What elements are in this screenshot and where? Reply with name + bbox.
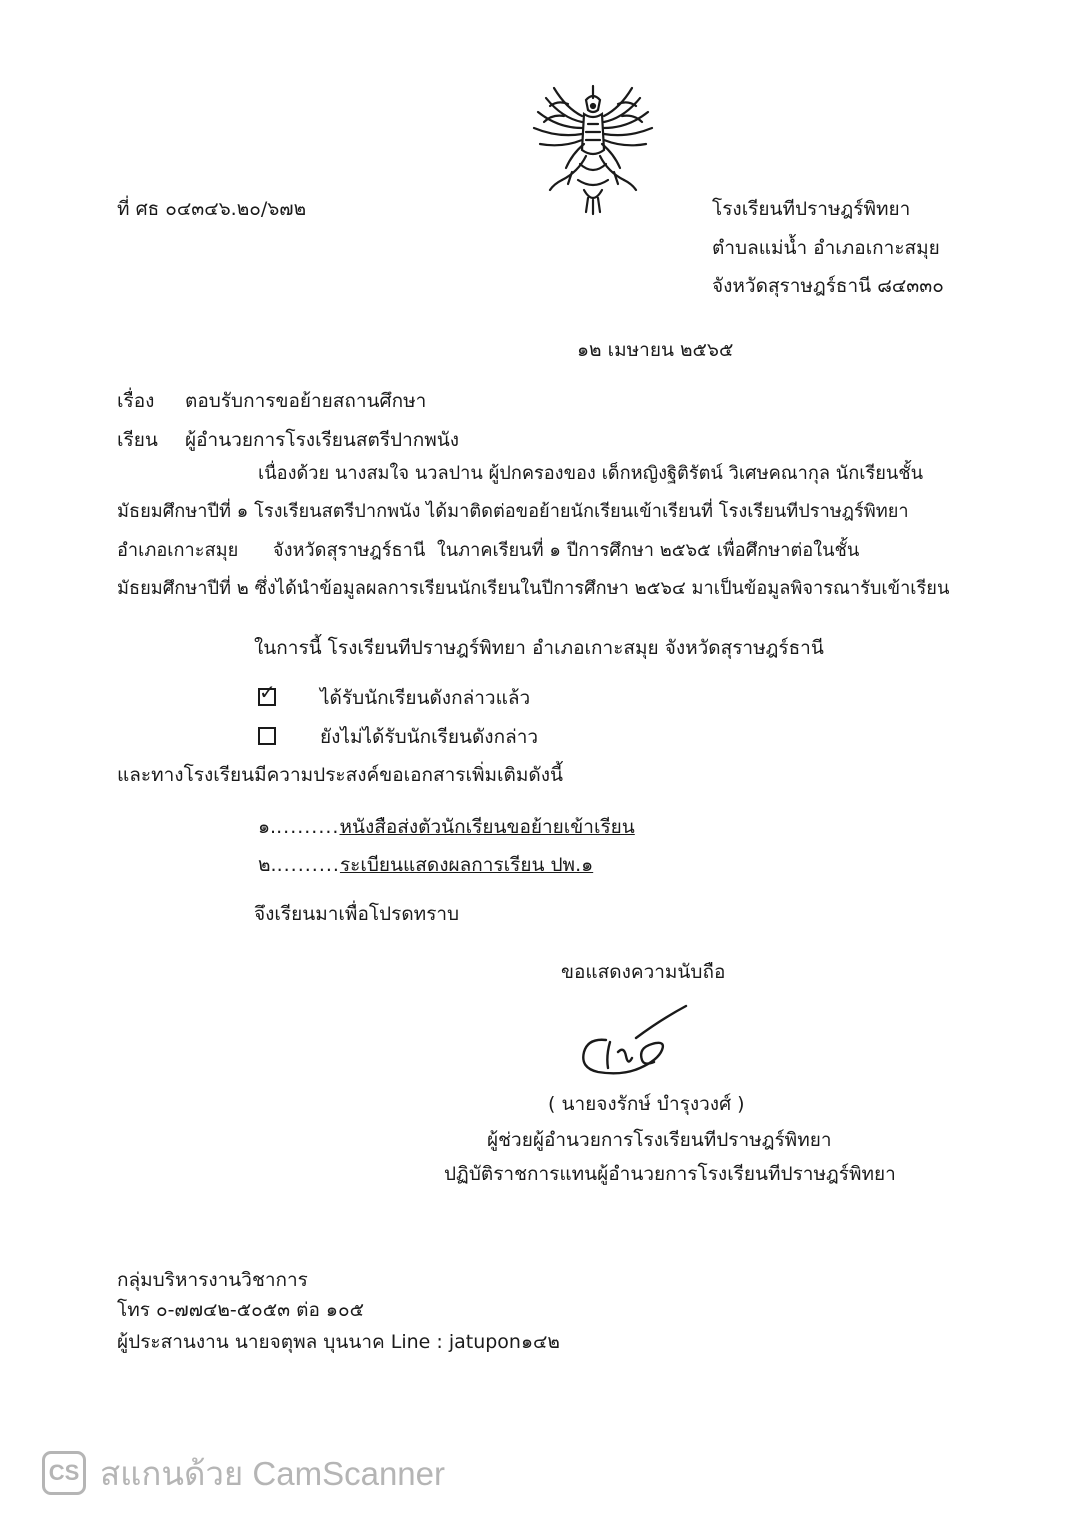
body-line-5: ในการนี้ โรงเรียนทีปราษฎร์พิทยา อำเภอเกาะสมุย จังหวัดสุราษฎร์ธานี — [254, 637, 824, 659]
sender-province: จังหวัดสุราษฎร์ธานี ๘๔๓๓๐ — [712, 275, 944, 297]
request-number: ๑. — [258, 816, 277, 838]
garuda-emblem-icon — [528, 80, 658, 220]
subject-label: เรื่อง — [117, 390, 155, 412]
request-item-1 — [258, 815, 635, 839]
body-line-1: เนื่องด้วย นางสมใจ นวลปาน ผู้ปกครองของ เด็กหญิงฐิติรัตน์ วิเศษคณากุล นักเรียนชั้น — [258, 463, 924, 484]
closing-note: จึงเรียนมาเพื่อโปรดทราบ — [254, 903, 460, 925]
letter-date: ๑๒ เมษายน ๒๕๖๕ — [577, 339, 734, 361]
accepted-checkbox[interactable] — [258, 680, 276, 706]
recipient-label: เรียน — [117, 429, 158, 451]
signer-name: ( นายจงรักษ์ บำรุงวงศ์ ) — [548, 1093, 745, 1115]
handwritten-signature — [570, 1000, 700, 1080]
accepted-option-label: ได้รับนักเรียนดังกล่าวแล้ว — [320, 687, 531, 709]
request-number: ๒. — [258, 854, 277, 876]
request-item-2 — [258, 853, 593, 877]
signer-title-2: ปฏิบัติราชการแทนผู้อำนวยการโรงเรียนทีปราษฎร์พิทยา — [444, 1163, 896, 1185]
body-line-4: มัธยมศึกษาปีที่ ๒ ซึ่งได้นำข้อมูลผลการเรียนนักเรียนในปีการศึกษา ๒๕๖๔ มาเป็นข้อมูลพิจารณารับเข้าเรียน — [117, 578, 950, 599]
checkmark-icon: ✓ — [259, 680, 276, 704]
request-intro: และทางโรงเรียนมีความประสงค์ขอเอกสารเพิ่มเติมดังนี้ — [117, 764, 564, 786]
sender-district: ตำบลแม่น้ำ อำเภอเกาะสมุย — [712, 237, 940, 259]
closing-salutation: ขอแสดงความนับถือ — [561, 961, 726, 983]
signer-title-1: ผู้ช่วยผู้อำนวยการโรงเรียนทีปราษฎร์พิทยา — [487, 1129, 832, 1151]
subject-text: ตอบรับการขอย้ายสถานศึกษา — [185, 390, 427, 412]
request-dots: ......... — [276, 854, 340, 876]
footer-phone: โทร ๐-๗๗๔๒-๕๐๕๓ ต่อ ๑๐๕ — [117, 1299, 364, 1321]
sender-school: โรงเรียนทีปราษฎร์พิทยา — [712, 198, 911, 220]
not-accepted-checkbox[interactable] — [258, 727, 276, 745]
camscanner-logo-icon: CS — [42, 1451, 86, 1495]
not-accepted-option-label: ยังไม่ได้รับนักเรียนดังกล่าว — [320, 726, 539, 748]
camscanner-watermark — [42, 1448, 445, 1498]
document-number: ที่ ศธ ๐๔๓๔๖.๒๐/๖๗๒ — [117, 198, 307, 220]
camscanner-text: สแกนด้วย CamScanner — [100, 1454, 446, 1492]
request-text: หนังสือส่งตัวนักเรียนขอย้ายเข้าเรียน — [339, 816, 635, 838]
recipient-text: ผู้อำนวยการโรงเรียนสตรีปากพนัง — [185, 429, 460, 451]
request-text: ระเบียนแสดงผลการเรียน ปพ.๑ — [339, 854, 594, 876]
body-line-2: มัธยมศึกษาปีที่ ๑ โรงเรียนสตรีปากพนัง ได้มาติดต่อขอย้ายนักเรียนเข้าเรียนที่ โรงเรียนทีปราษฎร์พิทยา — [117, 501, 909, 522]
request-dots: ......... — [276, 816, 340, 838]
footer-department: กลุ่มบริหารงานวิชาการ — [117, 1269, 308, 1291]
footer-coordinator: ผู้ประสานงาน นายจตุพล บุนนาค Line : jatupon๑๔๒ — [117, 1331, 560, 1353]
body-line-3: อำเภอเกาะสมุย จังหวัดสุราษฎร์ธานี ในภาคเรียนที่ ๑ ปีการศึกษา ๒๕๖๕ เพื่อศึกษาต่อในชั้น — [117, 540, 860, 561]
